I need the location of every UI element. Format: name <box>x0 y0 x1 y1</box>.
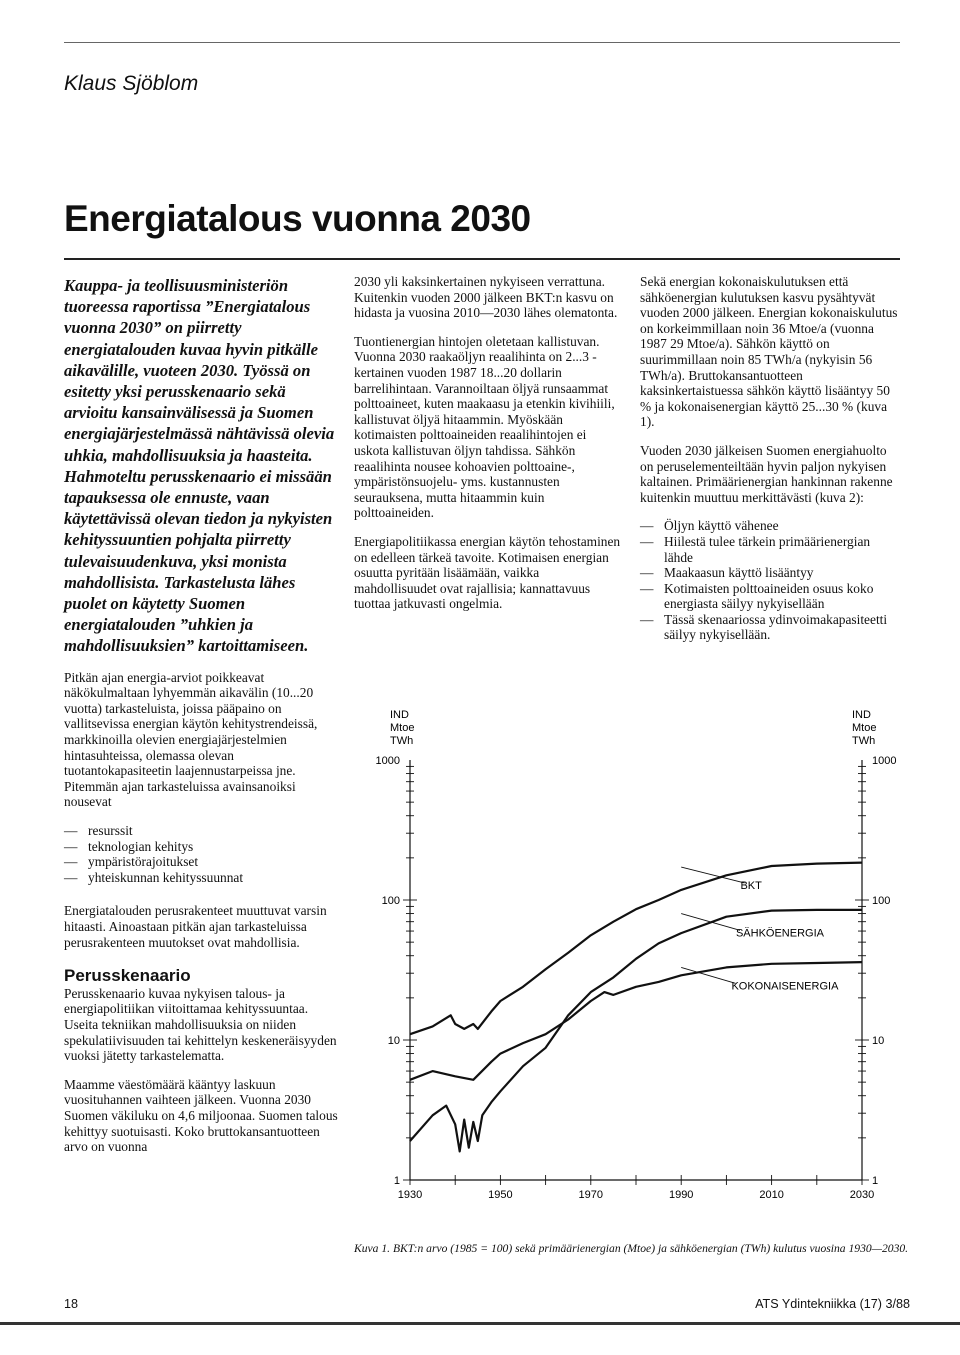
lead-paragraph: Kauppa- ja teollisuusministeriön tuoreessa raportissa ”Energiatalous vuonna 2030” on piirretty energiatalouden kuvaa hyvin pitkälle aikavälille, vuoteen 2030. Työssä on esitetty yksi perusskenaario sekä arvioitu kansainvälisessä ja Suomen energiajärjestelmässä nähtävissä olevia uhkia, mahdollisuuksia ja haasteita. Hahmoteltu perusskenaario ei missään tapauksessa ole ennuste, vaan käytettävissä olevan tiedon ja nykyisten kehityssuuntien pohjalta piirretty tulevaisuudenkuva, yksi monista mahdollisista. Tarkastelusta lähes puolet on käytetty Suomen energiatalouden ”uhkien ja mahdollisuuksien” kartoittamiseen. <box>64 276 335 656</box>
change-list <box>640 518 902 643</box>
energy-chart <box>352 700 912 1240</box>
unit-label-right <box>852 709 876 747</box>
series-label: SÄHKÖENERGIA <box>735 927 824 940</box>
list-item: — ympäristörajoitukset <box>64 854 339 870</box>
y-tick-label: 100 <box>381 895 400 907</box>
list-item: — Maakaasun käyttö lisääntyy <box>640 565 902 581</box>
column-1 <box>64 275 339 1168</box>
unit-label: IND <box>390 709 409 721</box>
unit-label: IND <box>852 709 871 721</box>
y-tick-label: 1 <box>872 1175 879 1187</box>
y-tick-label: 1000 <box>872 755 897 767</box>
y-tick-label: 100 <box>872 895 891 907</box>
y-tick-label: 1 <box>393 1175 400 1187</box>
article-title: Energiatalous vuonna 2030 <box>64 198 531 239</box>
unit-label: Mtoe <box>852 722 877 734</box>
bottom-rule <box>0 1322 960 1325</box>
x-tick-label: 2030 <box>849 1189 875 1201</box>
paragraph: 2030 yli kaksinkertainen nykyiseen verrattuna. Kuitenkin vuoden 2000 jälkeen BKT:n kasvu on hidasta ja vuosina 2010—2030 lähes olematonta. <box>354 274 618 321</box>
figure-caption: Kuva 1. BKT:n arvo (1985 = 100) sekä primäärienergian (Mtoe) ja sähköenergian (TWh) kulutus vuosina 1930—2030. <box>354 1242 909 1255</box>
paragraph: Tuontienergian hintojen oletetaan kallistuvan. Vuonna 2030 raakaöljyn reaalihinta on 2...3 -kertainen vuoden 1987 18...20 dollarin barrelihintaan. Varannoiltaan öljyä runsaammat polttoaineet, kuten maakaasu ja etenkin kivihiili, kallistuvat öljyä hitaammin. Myöskään kotimaisten polttoaineiden reaalihintojen ei uskota kallistuvan öljyn tahdissa. Sähkön reaalihinta nousee kohoavien polttoaine-, ympäristönsuojelu- yms. kustannusten seurauksena, mutta hitaammin kuin polttoaineiden. <box>354 333 615 521</box>
y-tick-label: 1000 <box>375 755 400 767</box>
list-item: — Kotimaisten polttoaineiden osuus koko energiasta säilyy nykyisellään <box>640 581 902 612</box>
x-tick-label: 1950 <box>488 1189 513 1201</box>
unit-label: TWh <box>390 735 414 747</box>
x-tick-label: 1930 <box>397 1189 423 1201</box>
top-rule <box>64 42 900 43</box>
page-number: 18 <box>64 1297 79 1311</box>
section-heading: Perusskenaario <box>64 966 191 986</box>
unit-label: TWh <box>852 735 876 747</box>
series-labels <box>681 867 839 992</box>
paragraph: Maamme väestömäärä kääntyy laskuun vuosituhannen vaihteen jälkeen. Vuonna 2030 Suomen väkiluku on 4,6 miljoonaa. Suomen talous kehittyy suotuisasti. Koko bruttokansantuotteen arvo on vuonna <box>64 1076 338 1155</box>
paragraph: Energiapolitiikassa energian käytön tehostaminen on edelleen tärkeä tavoite. Kotimaisen energian osuutta pyritään lisäämään, vaikka mahdollisuudet ovat rajallisia; kannattavuus tuottaa jatkuvasti ongelmia. <box>354 533 621 612</box>
keyword-list <box>64 823 339 885</box>
paragraph: Vuoden 2030 jälkeisen Suomen energiahuolto on peruselementeiltään hyvin paljon nykyisen kaltainen. Primäärienergian hankinnan rakenne kuitenkin muuttuu merkittävästi (kuva 2): <box>640 442 893 505</box>
y-tick-label: 10 <box>872 1035 885 1047</box>
unit-label-left <box>390 709 414 747</box>
column-2 <box>354 274 622 625</box>
column-3 <box>640 274 902 661</box>
list-item: — Tässä skenaariossa ydinvoimakapasiteetti säilyy nykyisellään. <box>640 612 902 643</box>
series-label: BKT <box>740 879 762 892</box>
list-item: — resurssit <box>64 823 339 839</box>
unit-label: Mtoe <box>390 722 415 734</box>
chart-series <box>410 863 862 1152</box>
list-item: — yhteiskunnan kehityssuunnat <box>64 870 339 886</box>
series-line <box>410 910 862 1152</box>
paragraph: Pitkän ajan energia-arviot poikkeavat näkökulmaltaan lyhyemmän aikavälin (10...20 vuotta) tarkasteluista, joissa pääpaino on vallitsevissa energian käytön kehitystrendeissä, markkinoilla olevien energiajärjestelmien hintasuhteissa, olemassa olevan tuotantokapasiteetin laajennustarpeissa jne. Pitemmän ajan tarkasteluissa avainsanoiksi nousevat <box>64 669 318 810</box>
list-item: — teknologian kehitys <box>64 839 339 855</box>
paragraph: Energiatalouden perusrakenteet muuttuvat varsin hitaasti. Ainoastaan pitkän ajan tarkasteluissa perusrakenteen muutokset ovat mahdollisia. <box>64 903 327 950</box>
list-item: — Öljyn käyttö vähenee <box>640 518 902 534</box>
title-rule <box>64 258 900 260</box>
x-tick-label: 2010 <box>759 1189 784 1201</box>
y-tick-label: 10 <box>387 1035 400 1047</box>
author: Klaus Sjöblom <box>64 72 199 95</box>
x-tick-label: 1990 <box>668 1189 694 1201</box>
x-tick-label: 1970 <box>578 1189 604 1201</box>
series-label: KOKONAISENERGIA <box>731 980 839 993</box>
list-item: — Hiilestä tulee tärkein primäärienergian lähde <box>640 534 902 565</box>
journal-name: ATS Ydintekniikka (17) 3/88 <box>755 1297 910 1311</box>
paragraph: Sekä energian kokonaiskulutuksen että sähköenergian kulutuksen kasvu pysähtyvät vuoden 2000 jälkeen. Energian kokonaiskulutus on korkeimmillaan noin 36 Mtoe/a (vuonna 1987 29 Mtoe/a). Sähkön käyttö on suurimmillaan noin 85 TWh/a (nykyisin 56 TWh/a). Bruttokansantuotteen kaksinkertaistuessa sähkön käyttö lisääntyy 50 % ja kokonaisenergian käyttö 25...30 % (kuva 1). <box>640 274 898 430</box>
series-line <box>410 863 862 1035</box>
paragraph: Perusskenaario kuvaa nykyisen talous- ja energiapolitiikan viitoittamaa kehityssuuntaa. Useita tekniikan mahdollisuuksia on niiden spekulatiivisuuden tai kehittelyn keskeneräisyyden vuoksi jätetty tarkastelematta. <box>64 985 337 1064</box>
chart-axes <box>376 755 897 1201</box>
